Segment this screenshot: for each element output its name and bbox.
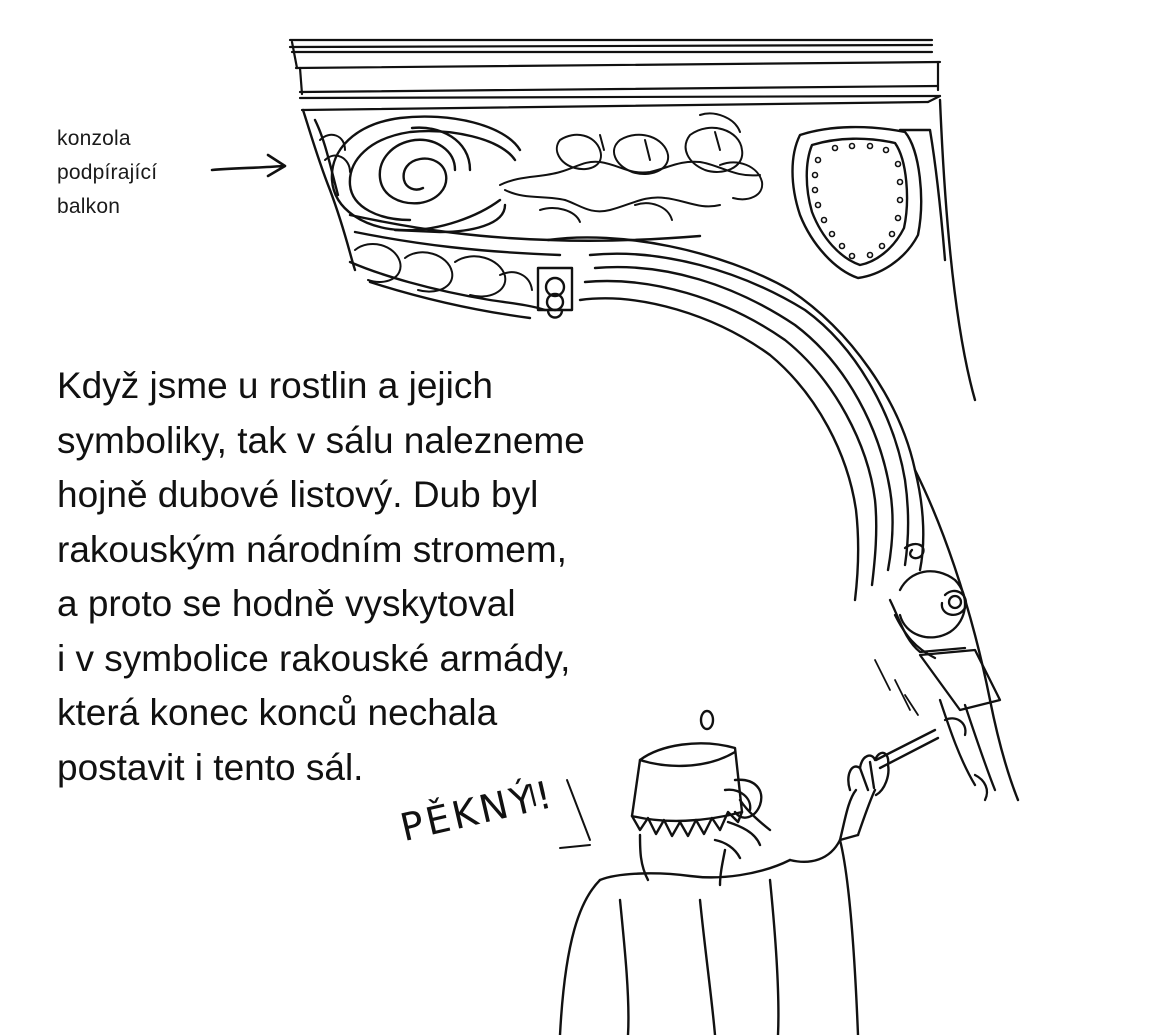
bracket-caption: [57, 122, 217, 224]
caption-line: konzola: [57, 127, 131, 150]
text-line: která konec konců nechala: [57, 692, 498, 733]
text-line: symboliky, tak v sálu nalezneme: [57, 419, 585, 461]
text-line: Když jsme u rostlin a jejich: [57, 365, 493, 406]
shield-ornament: [793, 127, 922, 278]
text-line: postavit i tento sál.: [57, 746, 364, 788]
knob-ornament: [538, 268, 572, 318]
text-line: i v symbolice rakouské armády,: [57, 637, 571, 679]
text-line: hojně dubové listový. Dub byl: [57, 474, 539, 515]
text-line: a proto se hodně vyskytoval: [57, 583, 516, 624]
narrative-text: [57, 359, 717, 795]
text-line: rakouským národním stromem,: [57, 528, 567, 570]
cornice-molding: [290, 40, 940, 110]
speech-exclamation: PĚKNÝ!: [396, 771, 559, 850]
caption-line: podpírající: [57, 161, 158, 184]
pointer-arrow: [212, 155, 285, 176]
caption-line: balkon: [57, 195, 121, 218]
